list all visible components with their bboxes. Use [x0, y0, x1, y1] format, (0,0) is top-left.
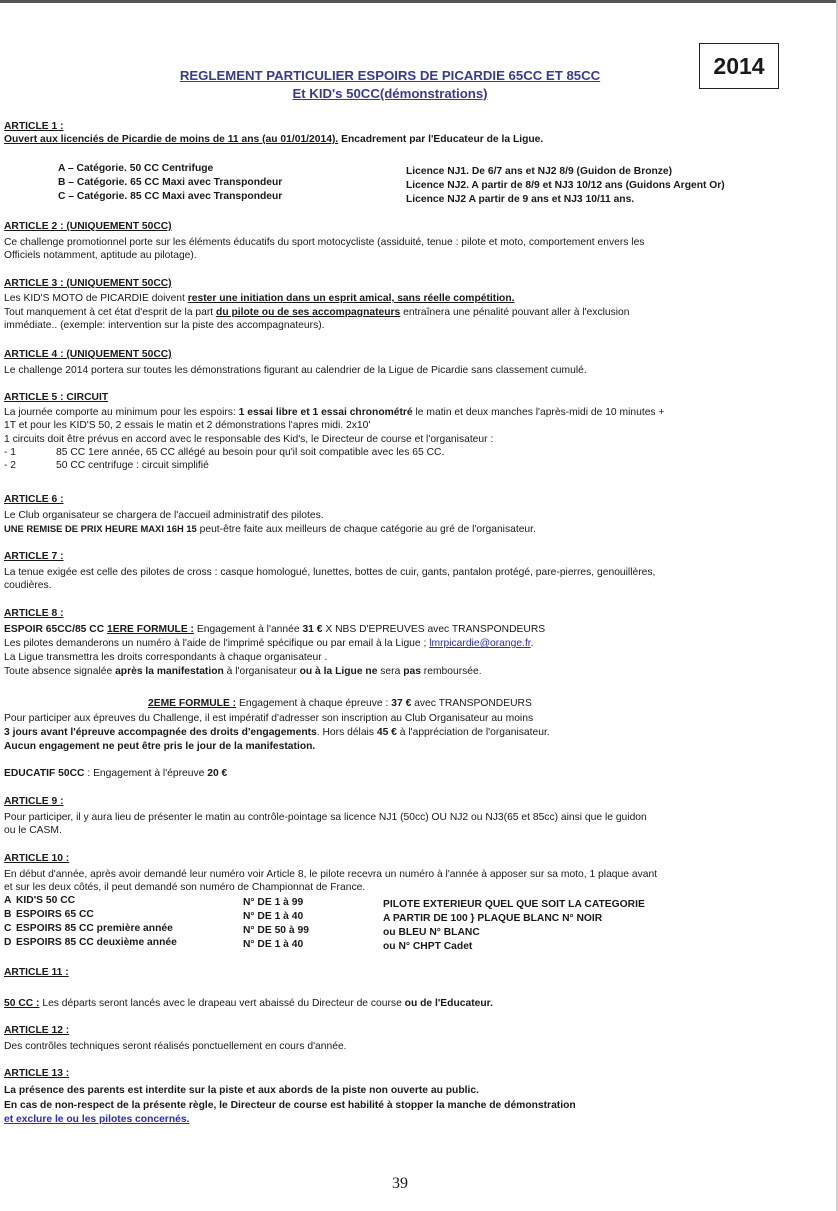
- article-9-heading: ARTICLE 9 :: [4, 796, 64, 807]
- article-4-heading: ARTICLE 4 : (UNIQUEMENT 50CC): [4, 349, 172, 360]
- article-5-line-3: 1 circuits doit être prévus en accord avec le responsable des Kid's, le Directeur de course et l'organisateur :: [4, 434, 494, 445]
- plate-row-letter: B: [4, 909, 12, 920]
- article-1-heading: ARTICLE 1 :: [4, 121, 64, 132]
- text-run: .: [530, 638, 534, 649]
- text-run: Engagement à l'année: [193, 624, 303, 635]
- plate-row-color: PILOTE EXTERIEUR QUEL QUE SOIT LA CATEGORIE: [383, 899, 645, 910]
- article-5-heading: ARTICLE 5 : CIRCUIT: [4, 392, 109, 403]
- plate-row-letter: C: [4, 923, 12, 934]
- price-late: 45 €: [376, 727, 397, 738]
- article-9-line-2: ou le CASM.: [4, 825, 62, 836]
- category-b: B – Catégorie. 65 CC Maxi avec Transpondeur: [58, 177, 283, 188]
- document-subtitle: Et KID's 50CC(démonstrations): [292, 86, 488, 101]
- year-box: 2014: [699, 43, 779, 89]
- article-8-line-7: [4, 727, 550, 738]
- article-6-line-1: Le Club organisateur se chargera de l'accueil administratif des pilotes.: [4, 510, 324, 521]
- circuit-item-2-text: 50 CC centrifuge : circuit simplifié: [56, 460, 209, 471]
- educatif-label: EDUCATIF 50CC: [4, 768, 85, 779]
- emphasis-text: 3 jours avant l'épreuve accompagnée des droits d'engagements: [4, 727, 317, 738]
- article-8-line-3: La Ligue transmettra les droits correspondants à chaque organisateur .: [4, 652, 328, 663]
- article-9-line-1: Pour participer, il y aura lieu de présenter le matin au contrôle-pointage sa licence NJ1 (50cc) OU NJ2 ou NJ3(65 et 85cc) ainsi que le guidon: [4, 812, 647, 823]
- emphasis-text: pas: [403, 666, 421, 677]
- plate-row-range: N° DE 1 à 40: [243, 911, 304, 922]
- emphasis-text: rester une initiation dans un esprit amical, sans réelle compétition.: [187, 293, 515, 304]
- article-10-line-2: et sur les deux côtés, il peut demandé son numéro de Championnat de France.: [4, 882, 366, 893]
- article-8-heading: ARTICLE 8 :: [4, 608, 64, 619]
- text-run: ESPOIR 65CC/85 CC: [4, 624, 108, 635]
- article-10-heading: ARTICLE 10 :: [4, 853, 70, 864]
- emphasis-text: 1 essai libre et 1 essai chronométré: [238, 407, 413, 418]
- article-6-line-2: [4, 523, 536, 535]
- license-c: Licence NJ2 A partir de 9 ans et NJ3 10/11 ans.: [406, 194, 635, 205]
- text-run: peut-être faite aux meilleurs de chaque catégorie au gré de l'organisateur.: [196, 524, 536, 535]
- article-3-line-2: [4, 307, 630, 318]
- prize-time-text: UNE REMISE DE PRIX HEURE MAXI 16H 15: [4, 523, 197, 534]
- article-1-text: [4, 134, 543, 145]
- article-12-line-1: Des contrôles techniques seront réalisés ponctuellement en cours d'année.: [4, 1041, 347, 1052]
- article-13-line-2: En cas de non-respect de la présente règle, le Directeur de course est habilité à stopper la manche de démonstration: [4, 1100, 576, 1111]
- text-run: . Hors délais: [316, 727, 377, 738]
- article-6-heading: ARTICLE 6 :: [4, 494, 64, 505]
- article-11-heading: ARTICLE 11 :: [4, 967, 69, 978]
- price-per-event: 37 €: [391, 698, 412, 709]
- article-13-heading: ARTICLE 13 :: [4, 1068, 70, 1079]
- plate-row-range: N° DE 50 à 99: [243, 925, 309, 936]
- article-2-line-1: Ce challenge promotionnel porte sur les éléments éducatifs du sport motocycliste (assiduité, tenue : pilote et moto, comportement envers les: [4, 237, 645, 248]
- text-run: La journée comporte au minimum pour les espoirs:: [4, 407, 239, 418]
- category-c: C – Catégorie. 85 CC Maxi avec Transpondeur: [58, 191, 283, 202]
- text-run: Les KID'S MOTO de PICARDIE doivent: [4, 293, 188, 304]
- circuit-item-1-number: - 1: [4, 447, 17, 458]
- price-annual: 31 €: [302, 624, 323, 635]
- text-run: Les pilotes demanderons un numéro à l'aide de l'imprimé spécifique ou par email à la Ligue ;: [4, 638, 430, 649]
- circuit-item-2-number: - 2: [4, 460, 17, 471]
- text-run: avec TRANSPONDEURS: [411, 698, 532, 709]
- top-border-line: [0, 0, 838, 3]
- eligibility-text: Ouvert aux licenciés de Picardie de moins de 11 ans (au 01/01/2014).: [4, 134, 339, 145]
- article-3-heading: ARTICLE 3 : (UNIQUEMENT 50CC): [4, 278, 172, 289]
- text-run: Tout manquement à cet état d'esprit de la part: [4, 307, 217, 318]
- article-7-line-1: La tenue exigée est celle des pilotes de cross : casque homologué, lunettes, bottes de cuir, gants, pantalon protégé, pare-pierres, genouillères,: [4, 567, 656, 578]
- supervision-text: Encadrement par l'Educateur de la Ligue.: [338, 134, 544, 145]
- text-run: remboursée.: [420, 666, 482, 677]
- text-run: le matin et deux manches l'après-midi de 10 minutes +: [412, 407, 665, 418]
- plate-row-color: A PARTIR DE 100 } PLAQUE BLANC N° NOIR: [383, 913, 603, 924]
- article-13-line-3: et exclure le ou les pilotes concernés.: [4, 1114, 190, 1125]
- article-7-heading: ARTICLE 7 :: [4, 551, 64, 562]
- price-educatif: 20 €: [207, 768, 228, 779]
- plate-row-letter: D: [4, 937, 12, 948]
- emphasis-text: ou à la Ligue ne: [299, 666, 378, 677]
- text-run: Engagement à chaque épreuve :: [236, 698, 392, 709]
- article-5-line-2: 1T et pour les KID'S 50, 2 essais le matin et 2 démonstrations l'apres midi. 2x10': [4, 420, 371, 431]
- text-run: X NBS D'EPREUVES avec TRANSPONDEURS: [322, 624, 546, 635]
- document-title: REGLEMENT PARTICULIER ESPOIRS DE PICARDIE 65CC ET 85CC: [179, 68, 601, 83]
- article-8-formula-2: [148, 698, 532, 709]
- article-13-line-1: La présence des parents est interdite sur la piste et aux abords de la piste non ouverte au public.: [4, 1085, 479, 1096]
- plate-row-category: ESPOIRS 65 CC: [16, 909, 94, 920]
- email-link[interactable]: lmrpicardie@orange.fr: [429, 638, 531, 649]
- license-b: Licence NJ2. A partir de 8/9 et NJ3 10/12 ans (Guidons Argent Or): [406, 180, 725, 191]
- plate-row-range: N° DE 1 à 99: [243, 897, 304, 908]
- article-11-line-1: [4, 998, 493, 1009]
- plate-row-color: ou BLEU N° BLANC: [383, 927, 480, 938]
- article-7-line-2: coudières.: [4, 580, 52, 591]
- text-run: Les départs seront lancés avec le drapeau vert abaissé du Directeur de course: [39, 998, 405, 1009]
- plate-row-range: N° DE 1 à 40: [243, 939, 304, 950]
- article-3-line-1: [4, 293, 515, 304]
- article-8-educatif: [4, 768, 227, 779]
- article-10-line-1: En début d'année, après avoir demandé leur numéro voir Article 8, le pilote recevra un numéro à l'année à apposer sur sa moto, 1 plaque avant: [4, 869, 658, 880]
- formula-1-label: 1ERE FORMULE :: [107, 624, 194, 635]
- article-8-line-8: Aucun engagement ne peut être pris le jour de la manifestation.: [4, 741, 316, 752]
- article-12-heading: ARTICLE 12 :: [4, 1025, 70, 1036]
- article-8-line-4: [4, 666, 482, 677]
- emphasis-text: après la manifestation: [115, 666, 224, 677]
- article-4-line-1: Le challenge 2014 portera sur toutes les démonstrations figurant au calendrier de la Ligue de Picardie sans classement cumulé.: [4, 365, 587, 376]
- text-run: Toute absence signalée: [4, 666, 116, 677]
- plate-row-category: KID'S 50 CC: [16, 895, 76, 906]
- article-8-line-2: [4, 638, 534, 649]
- article-2-heading: ARTICLE 2 : (UNIQUEMENT 50CC): [4, 221, 172, 232]
- license-a: Licence NJ1. De 6/7 ans et NJ2 8/9 (Guidon de Bronze): [406, 166, 673, 177]
- article-5-line-1: [4, 407, 664, 418]
- article-2-line-2: Officiels notamment, aptitude au pilotage).: [4, 250, 197, 261]
- text-run: : Engagement à l'épreuve: [84, 768, 208, 779]
- class-label: 50 CC :: [4, 998, 40, 1009]
- plate-row-letter: A: [4, 895, 12, 906]
- text-run: entraînera une pénalité pouvant aller à l'exclusion: [400, 307, 630, 318]
- formula-2-label: 2EME FORMULE :: [148, 698, 237, 709]
- text-run: à l'organisateur: [223, 666, 300, 677]
- plate-row-category: ESPOIRS 85 CC première année: [16, 923, 173, 934]
- emphasis-text: ou de l'Educateur.: [404, 998, 493, 1009]
- plate-row-color: ou N° CHPT Cadet: [383, 941, 473, 952]
- article-3-line-3: immédiate.. (exemple: intervention sur la piste des accompagnateurs).: [4, 320, 325, 331]
- article-8-formula-1: [4, 624, 545, 635]
- category-a: A – Catégorie. 50 CC Centrifuge: [58, 163, 214, 174]
- article-8-line-6: Pour participer aux épreuves du Challenge, il est impératif d'adresser son inscription au Club Organisateur au moins: [4, 713, 534, 724]
- plate-row-category: ESPOIRS 85 CC deuxième année: [16, 937, 177, 948]
- text-run: sera: [377, 666, 404, 677]
- circuit-item-1-text: 85 CC 1ere année, 65 CC allégé au besoin pour qu'il soit compatible avec les 65 CC.: [56, 447, 445, 458]
- text-run: à l'appréciation de l'organisateur.: [396, 727, 550, 738]
- page-number: 39: [392, 1175, 408, 1192]
- emphasis-text: du pilote ou de ses accompagnateurs: [216, 307, 401, 318]
